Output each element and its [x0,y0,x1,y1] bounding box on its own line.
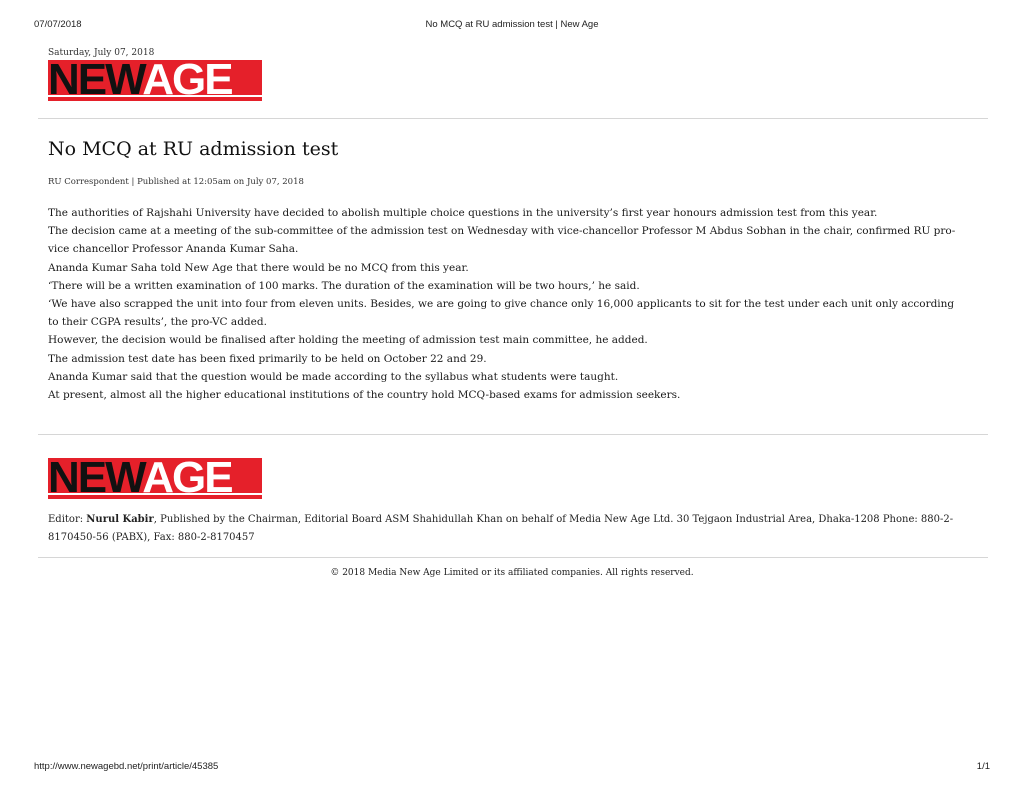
article-title: No MCQ at RU admission test [48,138,339,160]
logo-wordmark [48,57,232,103]
article-paragraph: Ananda Kumar Saha told New Age that there would be no MCQ from this year. [48,261,469,274]
divider-bottom [38,557,988,558]
print-footer [0,761,1024,775]
masthead-date: Saturday, July 07, 2018 [48,48,155,58]
article-byline: RU Correspondent | Published at 12:05am on July 07, 2018 [48,177,304,187]
print-page-title: No MCQ at RU admission test | New Age [425,19,599,30]
article-paragraph: The admission test date has been fixed primarily to be held on October 22 and 29. [48,352,487,365]
logo-word-new: NEW [48,55,143,104]
article-body [48,204,968,404]
article-paragraph: ‘There will be a written examination of 100 marks. The duration of the examination will be two hours,’ he said. [48,279,640,292]
article-paragraph: ‘We have also scrapped the unit into four from eleven units. Besides, we are going to give chance only 16,000 applicants to sit for the test under each unit only according to their CGPA results’, the pro-VC added. [48,298,955,329]
editor-name: Nurul Kabir [86,514,154,525]
article-paragraph: The decision came at a meeting of the sub-committee of the admission test on Wednesday with vice-chancellor Professor M Abdus Sobhan in the chair, confirmed RU pro-vice chancellor Professor Ananda Kumar Saha. [48,225,956,256]
article-paragraph: Ananda Kumar said that the question would be made according to the syllabus what students were taught. [48,370,619,383]
footer-newage-logo[interactable] [48,453,264,502]
divider-mid [38,434,988,435]
print-header [0,19,1024,33]
editor-label: Editor: [48,514,87,525]
copyright-notice: © 2018 Media New Age Limited or its affiliated companies. All rights reserved. [330,568,694,578]
newage-logo[interactable] [48,55,264,104]
article-paragraph: At present, almost all the higher educational institutions of the country hold MCQ-based exams for admission seekers. [48,389,681,402]
print-date: 07/07/2018 [34,19,82,30]
print-page-count: 1/1 [976,761,990,772]
logo-word-age: AGE [142,55,232,104]
logo-word-new: NEW [48,453,143,502]
logo-word-age: AGE [142,453,232,502]
article-paragraph: However, the decision would be finalised after holding the meeting of admission test main committee, he added. [48,334,648,347]
print-url: http://www.newagebd.net/print/article/45385 [34,761,219,772]
logo-wordmark [48,455,232,501]
imprint-text: , Published by the Chairman, Editorial Board ASM Shahidullah Khan on behalf of Media New Age Ltd. 30 Tejgaon Industrial Area, Dhaka-1208 Phone: 880-2-8170450-56 (PABX), Fax: 880-2-8170457 [48,514,954,543]
article-paragraph: The authorities of Rajshahi University have decided to abolish multiple choice questions in the university’s first year honours admission test from this year. [48,207,878,219]
footer-imprint [48,511,968,547]
divider-top [38,118,988,119]
